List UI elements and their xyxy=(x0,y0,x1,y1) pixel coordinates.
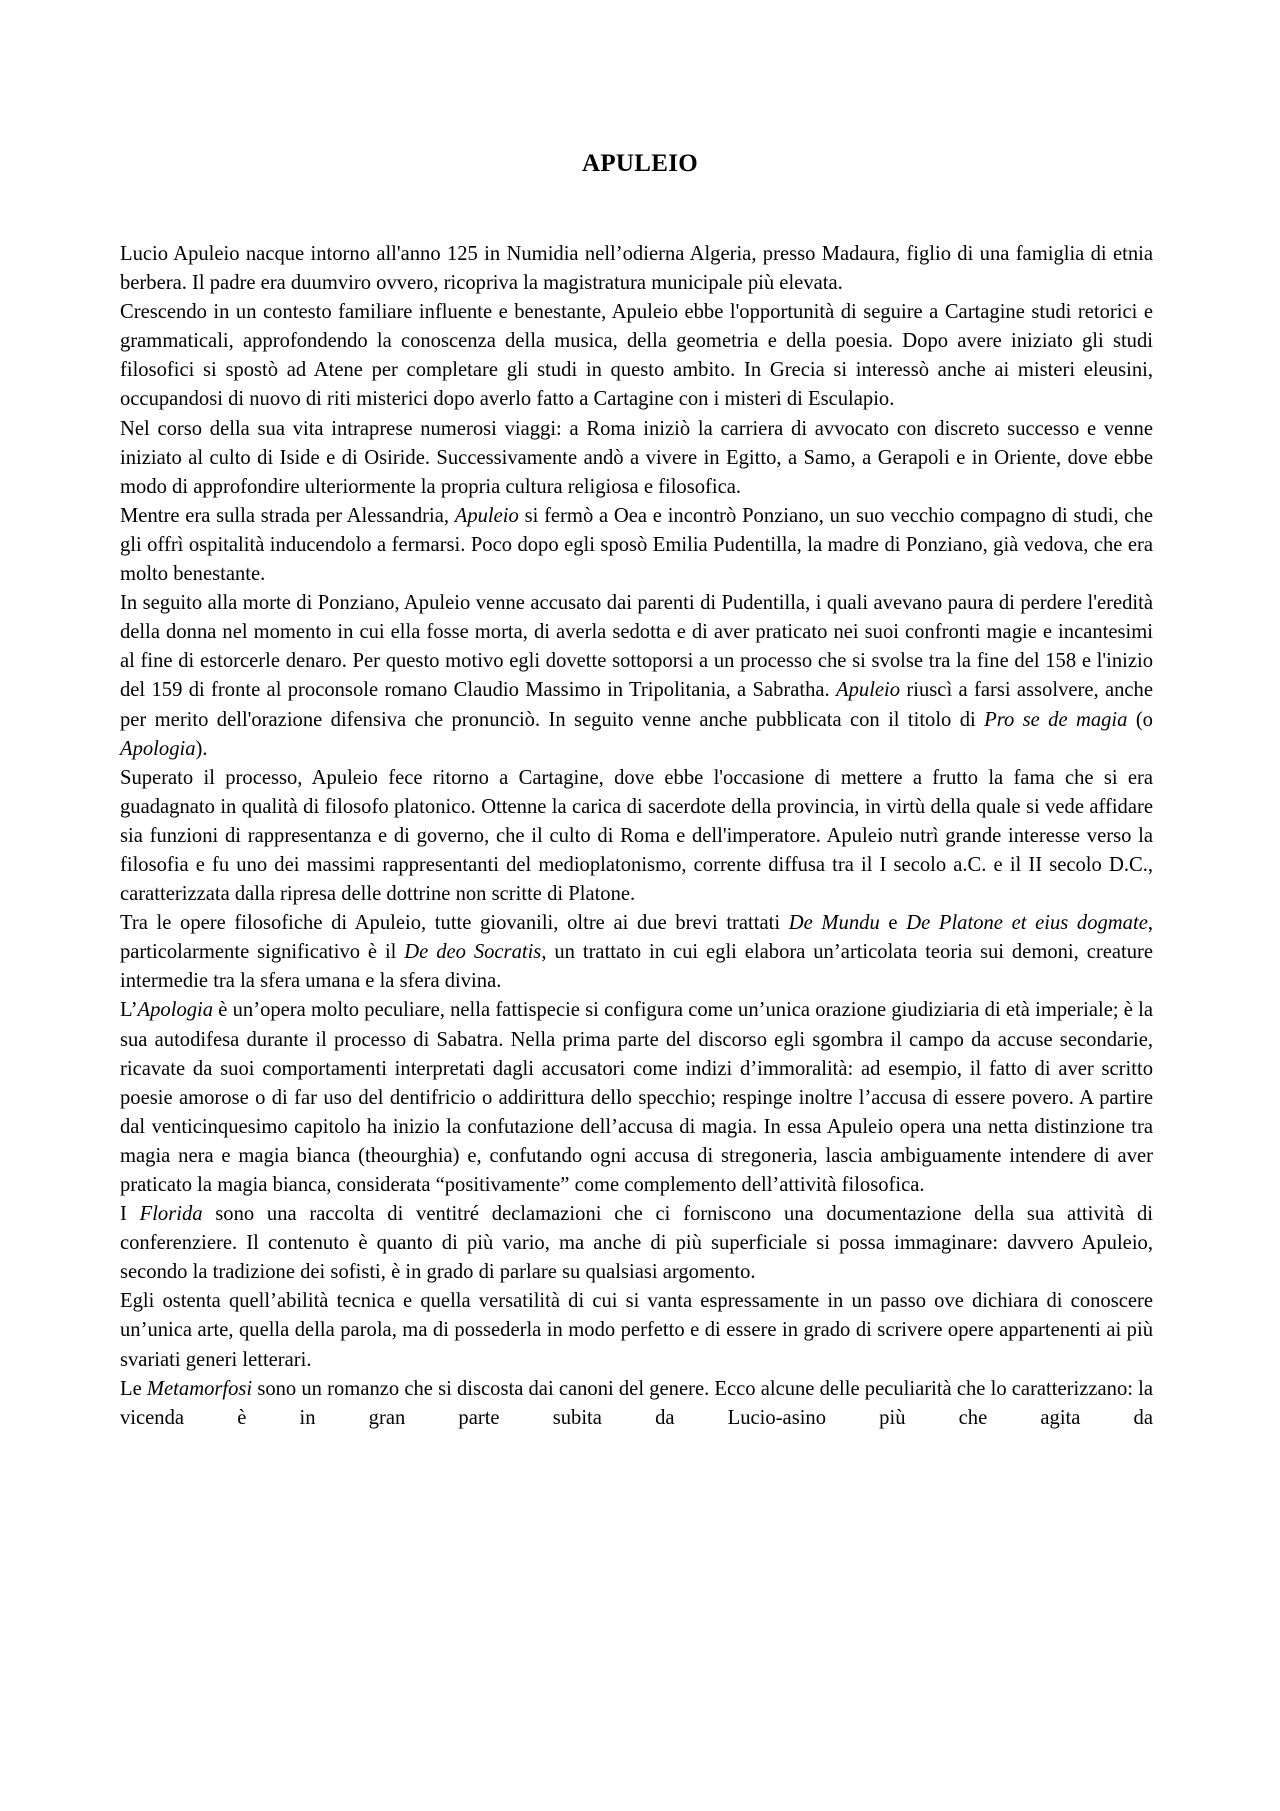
text-run: Egli ostenta quell’abilità tecnica e quella versatilità di cui si vanta espressamente in un passo ove dichiara di conoscere un’unica arte, quella della parola, ma di possederla in modo perfetto e di essere in grado di scrivere opere appartenenti ai più svariati generi letterari. xyxy=(120,1290,1153,1371)
text-run: Le xyxy=(120,1377,147,1400)
italic-text: Apologia xyxy=(137,999,214,1022)
paragraph xyxy=(120,502,1153,589)
paragraph xyxy=(120,1287,1153,1374)
text-run: Lucio Apuleio nacque intorno all'anno 125 in Numidia nell’odierna Algeria, presso Madaura, figlio di una famiglia di etnia berbera. Il padre era duumviro ovvero, ricopriva la magistratura municipale più elevata. xyxy=(120,243,1153,295)
text-run: Superato il processo, Apuleio fece ritorno a Cartagine, dove ebbe l'occasione di mettere a frutto la fama che si era guadagnato in qualità di filosofo platonico. Ottenne la carica di sacerdote della provincia, in virtù della quale si vede affidare sia funzioni di rappresentanza e di governo, che il culto di Roma e dell'imperatore. Apuleio nutrì grande interesse verso la filosofia e fu uno dei massimi rappresentanti del medioplatonismo, corrente diffusa tra il I secolo a.C. e il II secolo D.C., caratterizzata dalla ripresa delle dottrine non scritte di Platone. xyxy=(120,766,1153,906)
italic-text: Florida xyxy=(139,1203,203,1226)
text-run: , particolarmente significativo è il xyxy=(120,912,1153,964)
text-run: sono una raccolta di ventitré declamazioni che ci forniscono una documentazione della sua attività di conferenziere. Il contenuto è quanto di più vario, ma anche di più superficiale si possa immaginare: davvero Apuleio, secondo la tradizione dei sofisti, è in grado di parlare su qualsiasi argomento. xyxy=(120,1203,1154,1284)
text-run: si fermò a Oea e incontrò Ponziano, un suo vecchio compagno di studi, che gli offrì ospitalità inducendolo a fermarsi. Poco dopo egli sposò Emilia Pudentilla, la madre di Ponziano, già vedova, che era molto benestante. xyxy=(120,504,1153,586)
text-run: Nel corso della sua vita intraprese numerosi viaggi: a Roma iniziò la carriera di avvocato con discreto successo e venne iniziato al culto di Iside e di Osiride. Successivamente andò a vivere in Egitto, a Samo, a Gerapoli e in Oriente, dove ebbe modo di approfondire ulteriormente la propria cultura religiosa e filosofica. xyxy=(120,417,1153,498)
text-run: è un’opera molto peculiare, nella fattispecie si configura come un’unica orazione giudiziaria di età imperiale; è la sua autodifesa durante il processo di Sabatra. Nella prima parte del discorso egli sgombra il campo da accuse secondarie, ricavate da suoi comportamenti interpretati dagli accusatori come indizi d’immoralità: ad esempio, il fatto di aver scritto poesie amorose o di far uso del dentifricio o addirittura dello specchio; respinge inoltre l’accusa di essere povero. A partire dal venticinquesimo capitolo ha inizio la confutazione dell’accusa di magia. In essa Apuleio opera una netta distinzione tra magia nera e magia bianca (theourghia) e, confutando ogni accusa di stregoneria, lascia ambiguamente intendere di aver praticato la magia bianca, considerata “positivamente” come complemento dell’attività filosofica. xyxy=(120,999,1153,1196)
paragraph xyxy=(120,415,1153,502)
italic-text: Apologia xyxy=(120,737,196,760)
text-run: L’ xyxy=(120,999,138,1022)
italic-text: Apuleio xyxy=(454,504,519,527)
text-run: sono un romanzo che si discosta dai canoni del genere. Ecco alcune delle peculiarità che lo caratterizzano: la vicenda è in gran parte subita da Lucio-asino più che agita da xyxy=(120,1377,1153,1429)
text-run: ). xyxy=(195,737,208,760)
paragraph xyxy=(120,996,1153,1200)
text-run: Mentre era sulla strada per Alessandria, xyxy=(120,504,455,527)
paragraph xyxy=(120,1375,1153,1433)
paragraph xyxy=(120,240,1153,298)
italic-text: De Platone et eius dogmate xyxy=(906,912,1148,935)
paragraph xyxy=(120,298,1153,414)
document-title: APULEIO xyxy=(581,150,698,177)
italic-text: De deo Socratis xyxy=(404,941,542,964)
italic-text: Pro se de magia xyxy=(984,708,1128,731)
text-run: riuscì a farsi assolvere, anche per merito dell'orazione difensiva che pronunciò. In seguito venne anche pubblicata con il titolo di xyxy=(120,679,1153,731)
italic-text: Apuleio xyxy=(836,679,901,702)
document-body xyxy=(120,240,1153,1433)
italic-text: De Mundu xyxy=(788,912,880,935)
paragraph xyxy=(120,909,1153,996)
text-run: Tra le opere filosofiche di Apuleio, tutte giovanili, oltre ai due brevi trattati xyxy=(120,912,789,935)
text-run: , un trattato in cui egli elabora un’articolata teoria sui demoni, creature intermedie tra la sfera umana e la sfera divina. xyxy=(120,941,1153,993)
paragraph xyxy=(120,764,1153,909)
paragraph xyxy=(120,589,1153,764)
text-run: (o xyxy=(1127,708,1153,731)
italic-text: Metamorfosi xyxy=(146,1377,253,1400)
text-run: e xyxy=(879,912,907,935)
text-run: I xyxy=(120,1203,140,1226)
paragraph xyxy=(120,1200,1153,1287)
text-run: Crescendo in un contesto familiare influente e benestante, Apuleio ebbe l'opportunità di seguire a Cartagine studi retorici e grammaticali, approfondendo la conoscenza della musica, della geometria e della poesia. Dopo avere iniziato gli studi filosofici si spostò ad Atene per completare gli studi in questo ambito. In Grecia si interessò anche ai misteri eleusini, occupandosi di nuovo di riti misterici dopo averlo fatto a Cartagine con i misteri di Esculapio. xyxy=(120,301,1153,411)
text-run: In seguito alla morte di Ponziano, Apuleio venne accusato dai parenti di Pudentilla, i quali avevano paura di perdere l'eredità della donna nel momento in cui ella fosse morta, di averla sedotta e di aver praticato nei suoi confronti magie e incantesimi al fine di estorcerle denaro. Per questo motivo egli dovette sottoporsi a un processo che si svolse tra la fine del 158 e l'inizio del 159 di fronte al proconsole romano Claudio Massimo in Tripolitania, a Sabratha. xyxy=(120,592,1153,702)
